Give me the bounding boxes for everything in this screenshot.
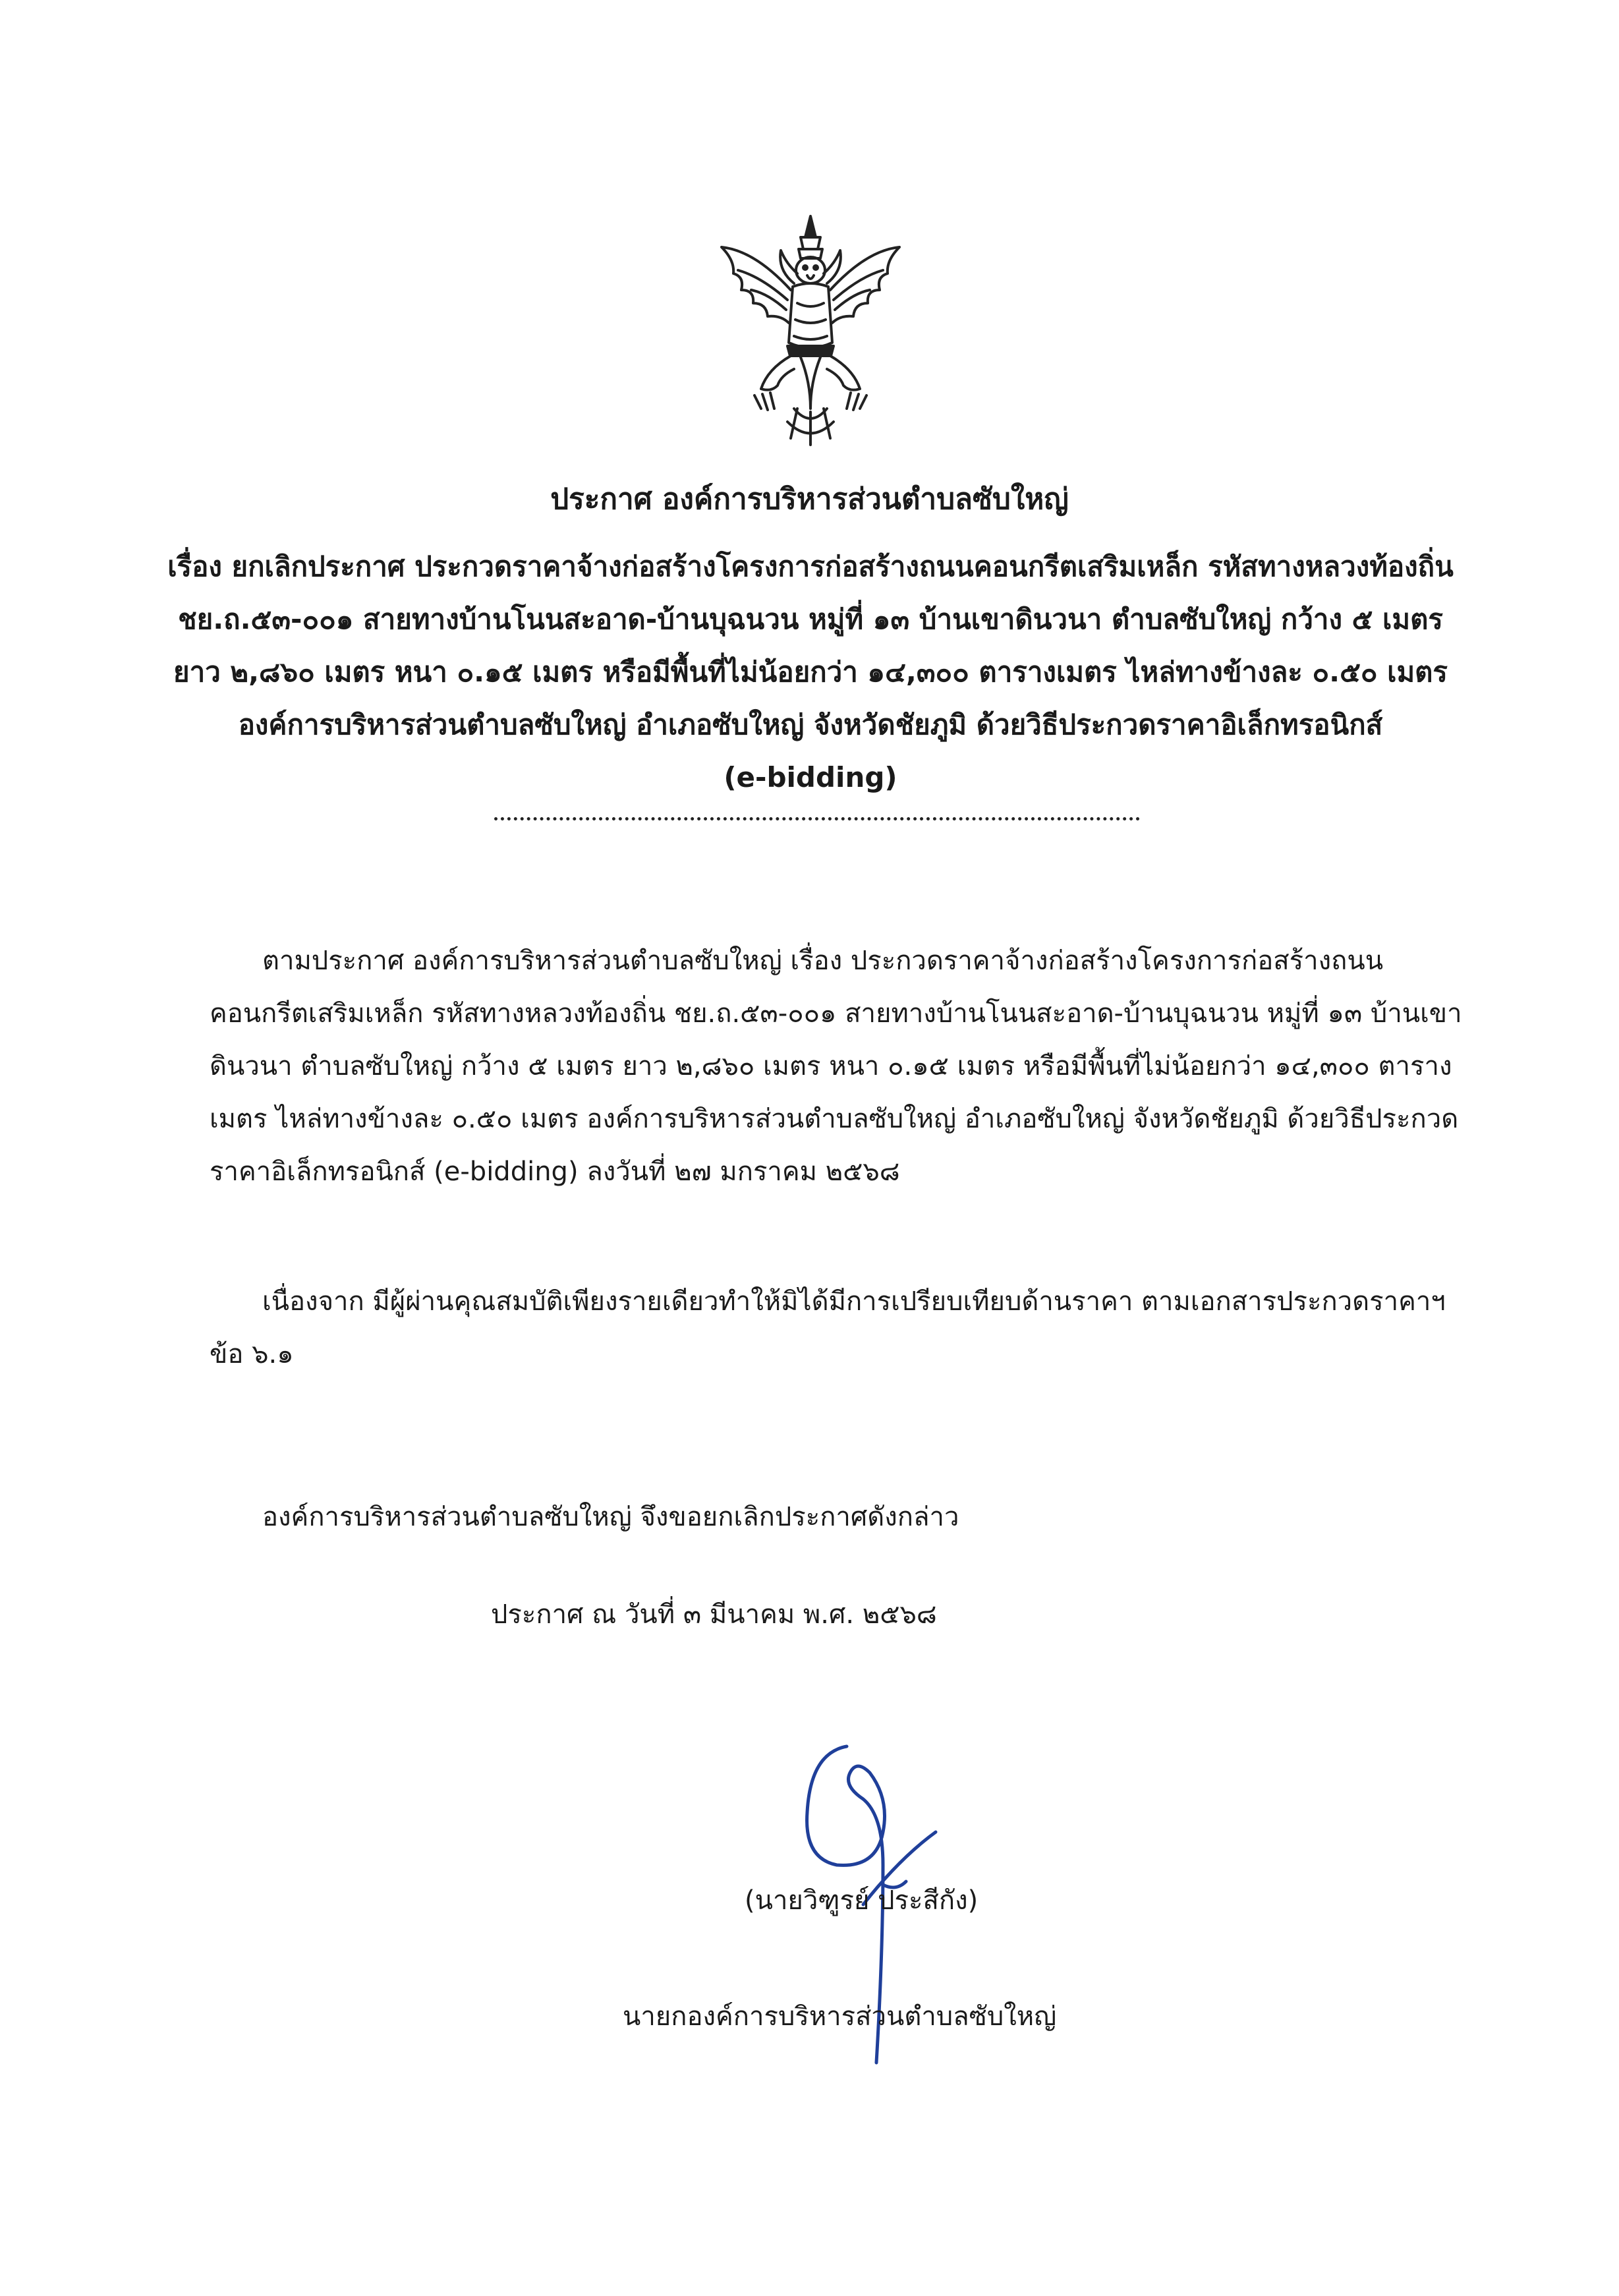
subject-line: ยาว ๒,๘๖๐ เมตร หนา ๐.๑๕ เมตร หรือมีพื้นที่ไม่น้อยกว่า ๑๔,๓๐๐ ตารางเมตร ไหล่ทางข้างละ ๐.๕๐ เมตร <box>173 656 1448 688</box>
paragraph-line: เนื่องจาก มีผู้ผ่านคุณสมบัติเพียงรายเดียวทำให้มิได้มีการเปรียบเทียบด้านราคา ตามเอกสารประกวดราคาฯ <box>262 1286 1446 1317</box>
signer-name: (นายวิฑูรย์ ประสีกัง) <box>745 1885 979 1916</box>
garuda-emblem-icon <box>715 211 906 448</box>
subject-line: องค์การบริหารส่วนตำบลซับใหญ่ อำเภอซับใหญ่ จังหวัดชัยภูมิ ด้วยวิธีประกวดราคาอิเล็กทรอนิกส์ <box>238 708 1383 741</box>
subject-line: เรื่อง ยกเลิกประกาศ ประกวดราคาจ้างก่อสร้างโครงการก่อสร้างถนนคอนกรีตเสริมเหล็ก รหัสทางหลวงท้องถิ่น <box>167 550 1454 583</box>
paragraph-line: ดินวนา ตำบลซับใหญ่ กว้าง ๕ เมตร ยาว ๒,๘๖๐ เมตร หนา ๐.๑๕ เมตร หรือมีพื้นที่ไม่น้อยกว่า ๑๔,๓๐๐ ตาราง <box>210 1051 1452 1081</box>
paragraph-line: เมตร ไหล่ทางข้างละ ๐.๕๐ เมตร องค์การบริหารส่วนตำบลซับใหญ่ อำเภอซับใหญ่ จังหวัดชัยภูมิ ด้วยวิธีประกวด <box>210 1104 1459 1134</box>
paragraph-line: ตามประกาศ องค์การบริหารส่วนตำบลซับใหญ่ เรื่อง ประกวดราคาจ้างก่อสร้างโครงการก่อสร้างถนน <box>262 946 1384 976</box>
paragraph-line: คอนกรีตเสริมเหล็ก รหัสทางหลวงท้องถิ่น ชย.ถ.๕๓-๐๐๑ สายทางบ้านโนนสะอาด-บ้านบุฉนวน หมู่ที่ ๑๓ บ้านเขา <box>210 998 1462 1029</box>
announcement-subject <box>152 540 1469 804</box>
paragraph-line: ข้อ ๖.๑ <box>210 1339 294 1369</box>
body-paragraph-reason <box>210 1275 1448 1381</box>
subject-line: ชย.ถ.๕๓-๐๐๑ สายทางบ้านโนนสะอาด-บ้านบุฉนวน หมู่ที่ ๑๓ บ้านเขาดินวนา ตำบลซับใหญ่ กว้าง ๕ เมตร <box>178 603 1443 635</box>
dotted-divider <box>494 817 1140 820</box>
announcement-title: ประกาศ องค์การบริหารส่วนตำบลซับใหญ่ <box>550 482 1069 516</box>
announcement-date: ประกาศ ณ วันที่ ๓ มีนาคม พ.ศ. ๒๕๖๘ <box>491 1599 937 1630</box>
signer-position: นายกองค์การบริหารส่วนตำบลซับใหญ่ <box>623 2001 1057 2032</box>
paragraph-line: องค์การบริหารส่วนตำบลซับใหญ่ จึงขอยกเลิกประกาศดังกล่าว <box>262 1502 959 1532</box>
body-paragraph-cancellation <box>210 1491 1448 1543</box>
subject-line: (e-bidding) <box>724 761 897 793</box>
body-paragraph-reference <box>210 934 1462 1198</box>
paragraph-line: ราคาอิเล็กทรอนิกส์ (e-bidding) ลงวันที่ ๒๗ มกราคม ๒๕๖๘ <box>210 1157 900 1187</box>
